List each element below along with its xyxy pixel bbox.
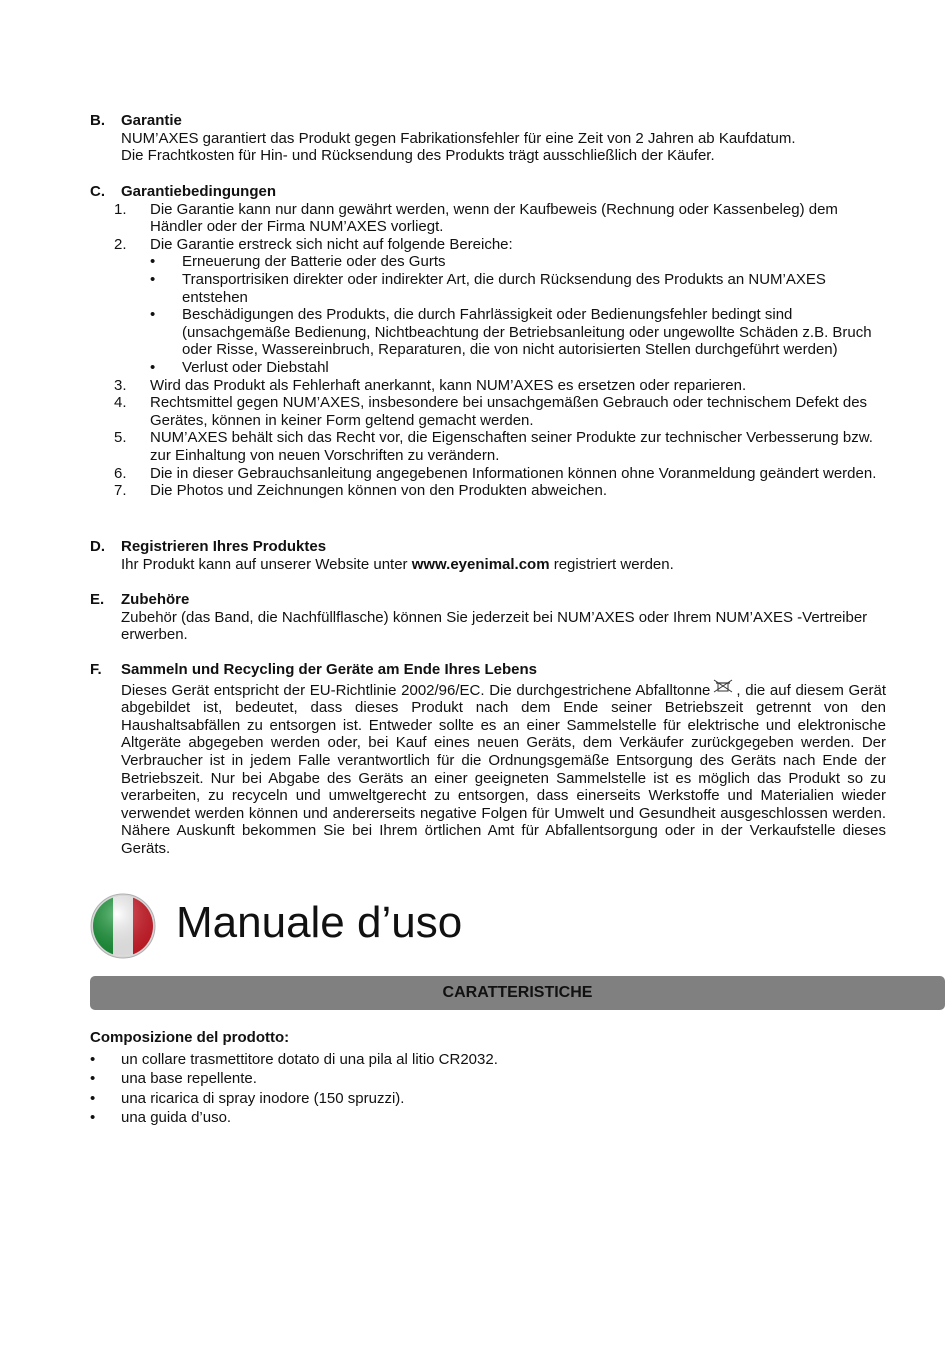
item-text: NUM’AXES behält sich das Recht vor, die Eigenschaften seiner Produkte zur technischer Verbesserung bzw. zur Einhaltung von neuen Vorschriften zu verändern.: [150, 429, 873, 464]
numbered-item: [90, 429, 886, 464]
section-heading: [90, 661, 886, 679]
paragraph: Zubehör (das Band, die Nachfüllflasche) können Sie jederzeit bei NUM’AXES oder Ihrem NUM’AXES -Vertreiber erwerben.: [121, 608, 868, 644]
item-text: Die Photos und Zeichnungen können von den Produkten abweichen.: [150, 482, 607, 500]
bullet-icon: •: [90, 1109, 96, 1127]
numbered-item: [90, 377, 886, 395]
item-number: 2.: [114, 235, 127, 253]
bullet-text: Verlust oder Diebstahl: [182, 358, 329, 376]
section-letter: F.: [90, 661, 102, 678]
section-heading: [90, 183, 886, 201]
item-number: 6.: [114, 464, 127, 482]
bullet-icon: •: [150, 358, 156, 376]
section-registrieren: [90, 538, 886, 573]
bullet-text: Transportrisiken direkter oder indirekter Art, die durch Rücksendung des Produkts an NUM’AXES entstehen: [182, 270, 826, 306]
paragraph-text: Ihr Produkt kann auf unserer Website unter: [121, 555, 412, 573]
item-text: Die Garantie erstreck sich nicht auf folgende Bereiche:: [150, 235, 513, 253]
section-letter: E.: [90, 591, 105, 608]
item-number: 5.: [114, 429, 127, 447]
section-bar: CARATTERISTICHE: [90, 976, 945, 1010]
list-item: [90, 1090, 886, 1108]
numbered-item: [90, 465, 886, 483]
bullet-icon: •: [150, 253, 156, 271]
italian-flag-icon: [90, 893, 156, 959]
list-item-text: una ricarica di spray inodore (150 spruzzi).: [121, 1089, 405, 1107]
section-title: Registrieren Ihres Produktes: [121, 538, 327, 555]
section-zubehoere: [90, 591, 886, 644]
section-letter: B.: [90, 112, 105, 129]
numbered-item: [90, 201, 886, 236]
crossed-out-bin-icon: [712, 679, 734, 693]
section-recycling: [90, 661, 886, 858]
paragraph-line: NUM’AXES garantiert das Produkt gegen Fabrikationsfehler für eine Zeit von 2 Jahren ab Kaufdatum.: [121, 129, 796, 147]
section-title: Zubehöre: [121, 591, 190, 608]
section-heading: [90, 112, 886, 130]
section-garantiebedingungen: [90, 183, 886, 500]
bullet-item: [90, 253, 886, 271]
item-text: Wird das Produkt als Fehlerhaft anerkannt, kann NUM’AXES es ersetzen oder reparieren.: [150, 376, 747, 394]
section-garantie: [90, 112, 886, 165]
bullet-icon: •: [90, 1070, 96, 1088]
list-item-text: un collare trasmettitore dotato di una pila al litio CR2032.: [121, 1050, 498, 1068]
section-title: Garantiebedingungen: [121, 183, 277, 200]
list-item-text: una guida d’uso.: [121, 1109, 232, 1127]
paragraph-text: , die auf diesem Gerät abgebildet ist, bedeutet, dass dieses Produkt nach dem Ende seiner Betriebszeit getrennt von den Haushaltsabfällen zu entsorgen ist. Entweder sollte es an einer Sammelstelle für elektrische und elektronische Altgeräte abgegeben werden oder, bei Kauf eines neuen Geräts, dem Verkäufer zurückgegeben werden. Der Verbraucher ist in jedem Falle verantwortlich für die Ordnungsgemäße Entsorgung des Geräts nach Ende der Betriebszeit. Nur bei Abgabe des Geräts an einer geeigneten Sammelstelle ist es möglich das Produkt so zu verarbeiten, zu recyceln und umweltgerecht zu entsorgen, dass einerseits Werkstoffe und Materialien wieder verwendet werden können und andererseits negative Folgen für Umwelt und Gesundheit ausgeschlossen werden. Nähere Auskunft bekommen Sie bei Ihrem örtlichen Amt für Abfallentsorgung oder in der Verkaufstelle dieses Geräts.: [121, 681, 887, 857]
section-heading: [90, 538, 886, 556]
list-item: [90, 1070, 886, 1088]
item-text: Die in dieser Gebrauchsanleitung angegebenen Informationen können ohne Voranmeldung geändert werden.: [150, 464, 877, 482]
bullet-icon: •: [90, 1089, 96, 1107]
item-number: 7.: [114, 482, 127, 500]
list-item: [90, 1051, 886, 1069]
item-number: 4.: [114, 394, 127, 412]
numbered-item: [90, 394, 886, 429]
website-link[interactable]: www.eyenimal.com: [411, 555, 550, 573]
bullet-icon: •: [150, 306, 156, 324]
paragraph-text: Dieses Gerät entspricht der EU-Richtlinie 2002/96/EC. Die durchgestrichene Abfalltonne: [121, 681, 711, 699]
bullet-item: [90, 271, 886, 306]
bullet-icon: •: [90, 1050, 96, 1068]
composition-title: Composizione del prodotto:: [90, 1029, 290, 1046]
composition-section: [90, 1029, 886, 1127]
paragraph-line: Die Frachtkosten für Hin- und Rücksendung des Produkts trägt ausschließlich der Käufer.: [121, 147, 715, 165]
item-number: 3.: [114, 376, 127, 394]
manual-header: [90, 893, 690, 959]
list-item: [90, 1109, 886, 1127]
bullet-item: [90, 306, 886, 359]
section-title: Garantie: [121, 112, 182, 129]
item-number: 1.: [114, 200, 127, 218]
paragraph: [121, 679, 886, 858]
section-letter: C.: [90, 183, 105, 200]
paragraph-text: registriert werden.: [549, 555, 674, 573]
item-text: Die Garantie kann nur dann gewährt werden, wenn der Kaufbeweis (Rechnung oder Kassenbeleg) dem Händler oder der Firma NUM’AXES vorliegt.: [150, 200, 838, 236]
numbered-item: [90, 482, 886, 500]
item-text: Rechtsmittel gegen NUM’AXES, insbesondere bei unsachgemäßen Gebrauch oder technischem Defekt des Gerätes, können in keiner Form geltend gemacht werden.: [150, 394, 868, 429]
page-title: Manuale d’uso: [176, 898, 463, 947]
section-title: Sammeln und Recycling der Geräte am Ende Ihres Lebens: [121, 661, 537, 678]
bullet-text: Erneuerung der Batterie oder des Gurts: [182, 253, 446, 271]
section-letter: D.: [90, 538, 105, 555]
list-item-text: una base repellente.: [121, 1070, 257, 1088]
paragraph: [121, 556, 886, 574]
bullet-icon: •: [150, 270, 156, 288]
bullet-text: Beschädigungen des Produkts, die durch Fahrlässigkeit oder Bedienungsfehler bedingt sind (unsachgemäße Bedienung, Nichtbeachtung der Betriebsanleitung oder ungewollte Schäden z.B. Bruch oder Risse, Wassereinbruch, Reparaturen, die von nicht autorisierten Stellen durchgeführt werden): [182, 306, 872, 359]
numbered-item: [90, 236, 886, 254]
section-heading: [90, 591, 886, 609]
bullet-item: [90, 359, 886, 377]
